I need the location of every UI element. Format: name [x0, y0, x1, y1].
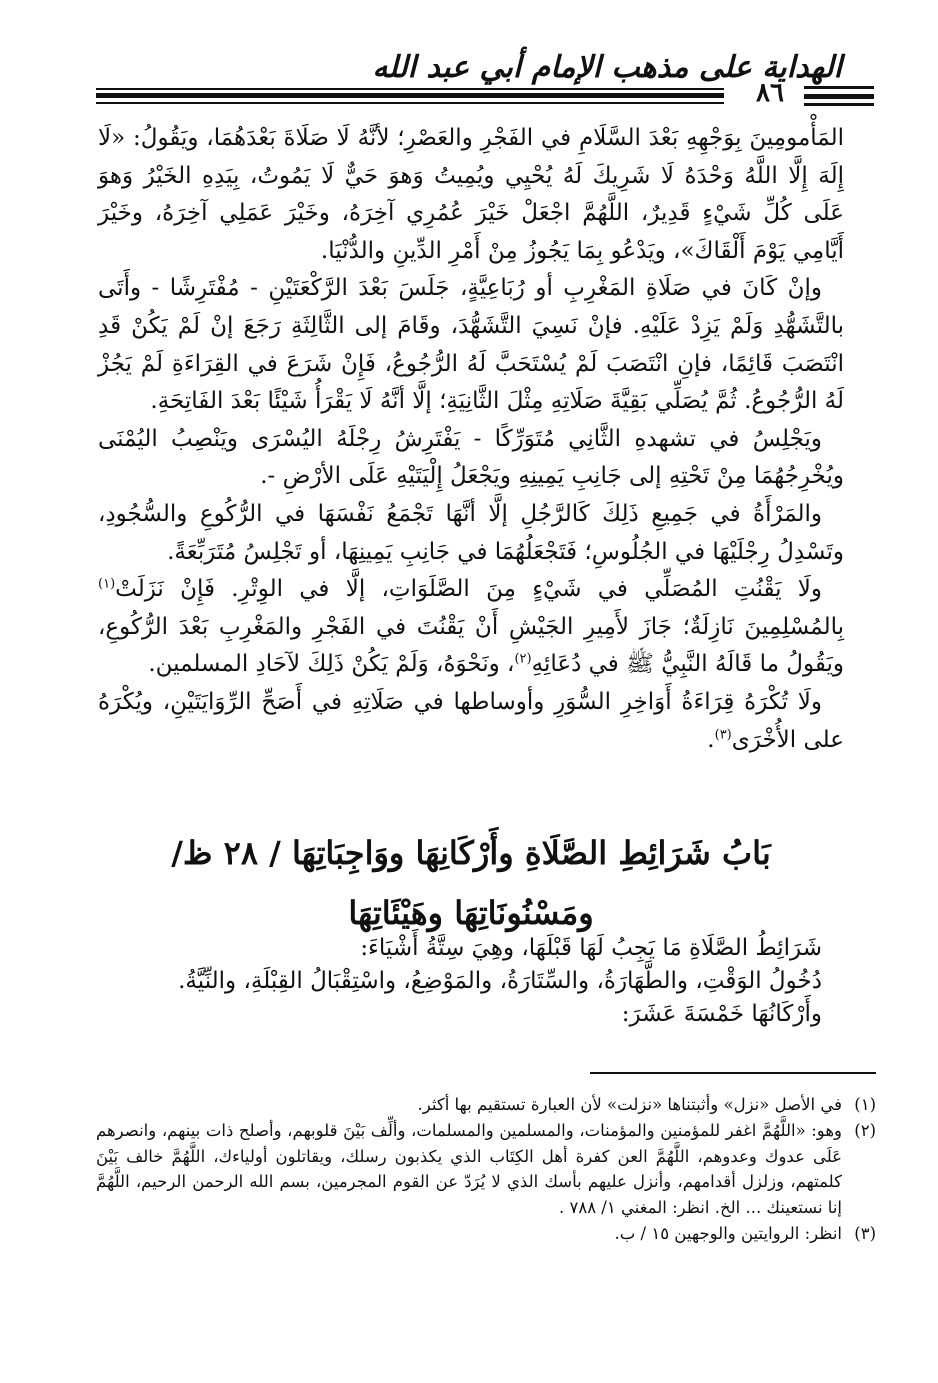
header-rule [96, 88, 724, 90]
paragraph: والمَرْأَةُ في جَمِيعِ ذَلِكَ كَالرَّجُلِ إلَّا أنَّهَا تَجْمَعُ نَفْسَهَا في الرُّكُوعِ والسُّجُودِ، وتَسْدِلُ رِجْلَيْهَا في الجُلُوسِ؛ فَتَجْعَلُهُمَا في جَانِبِ يَمِينِهَا، أو تَجْلِسُ مُتَرَبِّعَةً. [98, 500, 844, 565]
text-line: شَرَائِطُ الصَّلَاةِ مَا يَجِبُ لَهَا قَبْلَهَا، وهِيَ سِتَّةُ أَشْيَاءَ: [360, 935, 822, 961]
paragraph-text: ولَا يَقْنُتِ المُصَلِّي في شَيْءٍ مِنَ الصَّلَوَاتِ، إلَّا في الوِتْرِ. فَإِنْ نَزَلَتْ [115, 576, 822, 603]
paragraph: المَأْمومِينَ بِوَجْهِهِ بَعْدَ السَّلَامِ في الفَجْرِ والعَصْرِ؛ لأنَّهُ لَا صَلَاةَ بَعْدَهُمَا، ويَقُولُ: «لَا إِلَهَ إِلَّا اللَّهُ وَحْدَهُ لَا شَرِيكَ لَهُ يُحْيِي ويُمِيتُ وَهوَ حَيٌّ لَا يَمُوتُ، بِيَدِهِ الخَيْرُ وَهوَ عَلَى كُلِّ شَيْءٍ قَدِيرٌ، اللَّهُمَّ اجْعَلْ خَيْرَ عُمُرِي آخِرَهُ، وخَيْرَ عَمَلِي آخِرَهُ، وخَيْرَ أَيَّامِي يَوْمَ أَلْقَاكَ»، ويَدْعُو بِمَا يَجُوزُ مِنْ أَمْرِ الدِّينِ والدُّنْيَا. [98, 125, 844, 264]
running-title: الهداية على مذهب الإمام أبي عبد الله [372, 50, 842, 85]
footnote-text: وهو: «اللَّهُمَّ اغفر للمؤمنين والمؤمنات، والمسلمين والمسلمات، وألِّف بَيْنَ قلوبهم، وأصلح ذات بينهم، وانصرهم عَلَى عدوك وعدوهم، اللَّهُمَّ العن كفرة أهل الكِتَاب الذي يكذبون رسلك، ويقاتلون أولياءك، اللَّهُمَّ خالف بَيْنَ كلمتهم، وزلزل أقدامهم، وأنزل عليهم بأسك الذي لا يُرَدّ عن القوم المجرمين، بسم الله الرحمن الرحيم، اللَّهُمَّ إنا نستعينك ... الخ. انظر: المغني ١/ ٧٨٨ . [96, 1120, 843, 1218]
paragraph-text: . [707, 726, 715, 753]
footnote [96, 1092, 876, 1118]
footnote [96, 1221, 876, 1247]
paragraph: ويَجْلِسُ في تشهدهِ الثَّانِي مُتَوَرِّكًا - يَفْتَرِشُ رِجْلَهُ اليُسْرَى ويَنْصِبُ اليُمْنَى ويُخْرِجُهُمَا مِنْ تَحْتِهِ إلى جَانِبِ يَمِينِهِ ويَجْعَلُ إِلْيَتَيْهِ عَلَى الأرْضِ -. [98, 425, 844, 490]
paragraph-text: ، ونَحْوَهُ، وَلَمْ يَكُنْ ذَلِكَ لآحَادِ المسلمين. [148, 651, 515, 678]
paragraph-text: بِالمُسْلِمِينَ نَازِلَةٌ؛ جَازَ لأَمِيرِ الجَيْشِ أَنْ يَقْنُتَ في الفَجْرِ والمَغْرِبِ بَعْدَ الرُّكُوعِ، ويَقُولُ ما قَالَهُ النَّبِيُّ ﷺ في دُعَائِهِ [98, 613, 844, 678]
footnote-number: (٢) [854, 1120, 876, 1140]
header-rule [96, 93, 724, 98]
page-number-rule [804, 103, 874, 106]
page-number-rule [804, 94, 874, 99]
chapter-text [98, 932, 844, 1031]
chapter-heading-line: ومَسْنُونَاتِهَا وهَيْئَاتِهَا [348, 894, 594, 932]
footnote-ref[interactable]: (٣) [714, 726, 732, 742]
paragraph: وإنْ كَانَ في صَلَاةِ المَغْرِبِ أو رُبَاعِيَّةٍ، جَلَسَ بَعْدَ الرَّكْعَتَيْنِ - مُفْتَرِشًا - وأَتَى بالتَّشَهُّدِ وَلَمْ يَزِدْ عَلَيْهِ. فإنْ نَسِيَ التَّشَهُّدَ، وقَامَ إلى الثَّالِثَةِ رَجَعَ إنْ لَمْ يَكُنْ قَدِ انْتَصَبَ قَائِمًا، فإنِ انْتَصَبَ لَمْ يُسْتَحَبَّ لَهُ الرُّجُوعُ، فَإِنْ شَرَعَ في القِرَاءَةِ لَمْ يَجُزْ لَهُ الرُّجُوعُ. ثُمَّ يُصَلِّي بَقِيَّةَ صَلَاتِهِ مِثْلَ الثَّانِيَةِ؛ إلَّا أنَّهُ لَا يَقْرَأُ شَيْئًا بَعْدَ الفَاتِحَةِ. [98, 275, 844, 415]
text-line: دُخُولُ الوَقْتِ، والطَّهَارَةُ، والسِّتَارَةُ، والمَوْضِعُ، واسْتِقْبَالُ القِبْلَةِ، والنِّيَّةُ. [178, 968, 822, 994]
chapter-heading-line: بَابُ شَرَائِطِ الصَّلَاةِ وأَرْكَانِهَا ووَاجِبَاتِهَا / ٢٨ ظ/ [171, 834, 771, 872]
text-line: وأَرْكَانُهَا خَمْسَةَ عَشَرَ: [621, 1001, 822, 1027]
footnote-text: انظر: الروايتين والوجهين ١٥ / ب. [614, 1223, 842, 1243]
footnote-number: (٣) [854, 1223, 876, 1243]
chapter-heading [98, 823, 844, 943]
paragraph-text: ولَا تُكْرَهُ قِرَاءَةُ أَوَاخِرِ السُّوَرِ وأوساطها في صَلَاتِهِ في أَصَحِّ الرِّوَايَتَيْنِ، ويُكْرَهُ على الأُخْرَى [98, 688, 844, 753]
footnote-separator [590, 1072, 876, 1074]
paragraph [98, 571, 844, 684]
footnotes [96, 1092, 876, 1247]
paragraph [98, 684, 844, 759]
header-rule [96, 102, 724, 104]
page-number: ٨٦ [756, 78, 784, 108]
page-number-rule [804, 86, 874, 89]
main-text [98, 120, 844, 759]
footnote-number: (١) [854, 1095, 876, 1114]
footnote-text: في الأصل «نزل» وأثبتناها «نزلت» لأن العبارة تستقيم بها أكثر. [417, 1095, 842, 1114]
footnote [96, 1118, 876, 1221]
footnote-ref[interactable]: (١) [98, 576, 116, 592]
footnote-ref[interactable]: (٢) [514, 651, 532, 667]
